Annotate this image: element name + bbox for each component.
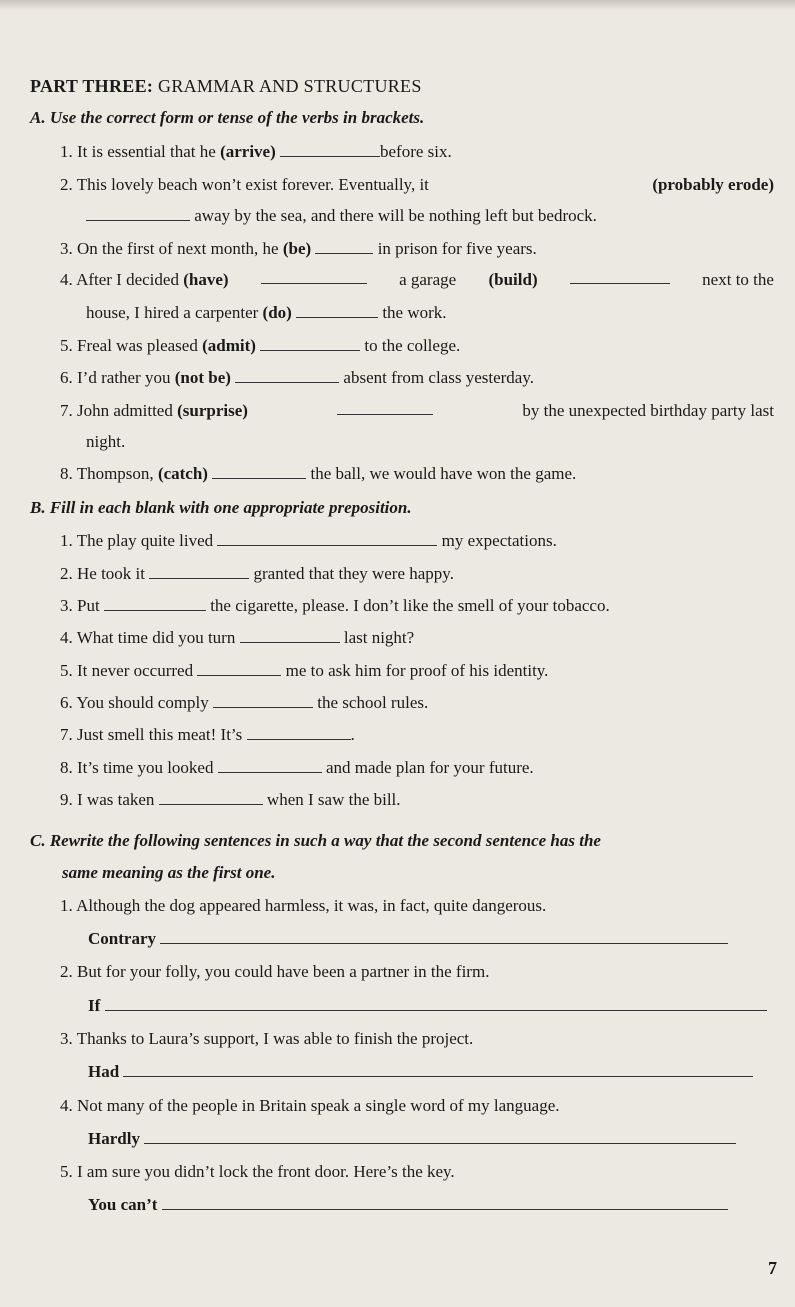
- a-item-8: 8. Thompson, (catch) the ball, we would have won the game.: [60, 464, 577, 483]
- answer-blank[interactable]: [212, 464, 306, 479]
- answer-blank[interactable]: [86, 206, 190, 221]
- answer-blank[interactable]: [260, 336, 360, 351]
- c-item-4-answer: Hardly: [88, 1128, 736, 1150]
- a-item-4: 4. After I decided (have) a garage (build) next to the: [60, 270, 774, 289]
- section-b-heading: B. Fill in each blank with one appropriate preposition.: [30, 498, 412, 517]
- section-c-heading-line1: C. Rewrite the following sentences in such a way that the second sentence has the: [30, 831, 601, 850]
- answer-blank[interactable]: [235, 368, 339, 383]
- c-item-3-answer: Had: [88, 1061, 753, 1083]
- page-number: 7: [768, 1258, 777, 1278]
- a-item-3: 3. On the first of next month, he (be) in prison for five years.: [60, 239, 537, 258]
- b-item-4: 4. What time did you turn last night?: [60, 628, 415, 647]
- b-item-1: 1. The play quite lived my expectations.: [60, 531, 557, 550]
- answer-line[interactable]: [144, 1129, 736, 1144]
- answer-blank[interactable]: [247, 725, 351, 740]
- answer-line[interactable]: [123, 1062, 753, 1077]
- a-item-2-cont: away by the sea, and there will be nothing left but bedrock.: [86, 205, 597, 227]
- answer-line[interactable]: [160, 929, 728, 944]
- c-item-3: 3. Thanks to Laura’s support, I was able to finish the project.: [60, 1029, 474, 1048]
- answer-blank[interactable]: [280, 142, 380, 157]
- page-edge-shadow: [0, 0, 795, 10]
- answer-line[interactable]: [105, 996, 767, 1011]
- c-item-5: 5. I am sure you didn’t lock the front door. Here’s the key.: [60, 1162, 455, 1181]
- section-a-heading: A. Use the correct form or tense of the verbs in brackets.: [30, 108, 425, 127]
- a-item-7: 7. John admitted (surprise) by the unexpected birthday party last: [60, 401, 774, 420]
- answer-blank[interactable]: [261, 269, 367, 284]
- answer-blank[interactable]: [217, 531, 437, 546]
- c-item-1-answer: Contrary: [88, 928, 728, 950]
- c-item-2-answer: If: [88, 995, 767, 1017]
- answer-blank[interactable]: [159, 790, 263, 805]
- b-item-2: 2. He took it granted that they were happy.: [60, 564, 454, 583]
- answer-line[interactable]: [162, 1195, 728, 1210]
- b-item-3: 3. Put the cigarette, please. I don’t like the smell of your tobacco.: [60, 596, 610, 615]
- b-item-9: 9. I was taken when I saw the bill.: [60, 790, 401, 809]
- c-item-5-answer: You can’t: [88, 1194, 728, 1216]
- answer-blank[interactable]: [315, 239, 373, 254]
- c-item-2: 2. But for your folly, you could have been a partner in the firm.: [60, 962, 490, 981]
- answer-blank[interactable]: [296, 303, 378, 318]
- answer-blank[interactable]: [104, 596, 206, 611]
- answer-blank[interactable]: [149, 564, 249, 579]
- a-item-2: 2. This lovely beach won’t exist forever. Eventually, it (probably erode): [60, 175, 774, 194]
- answer-blank[interactable]: [213, 693, 313, 708]
- a-item-7-cont: night.: [86, 432, 126, 451]
- answer-blank[interactable]: [218, 758, 322, 773]
- c-item-4: 4. Not many of the people in Britain speak a single word of my language.: [60, 1096, 560, 1115]
- answer-blank[interactable]: [240, 628, 340, 643]
- answer-blank[interactable]: [337, 400, 433, 415]
- section-c-heading-line2: same meaning as the first one.: [62, 863, 276, 882]
- b-item-7: 7. Just smell this meat! It’s .: [60, 725, 355, 744]
- answer-blank[interactable]: [570, 269, 670, 284]
- b-item-6: 6. You should comply the school rules.: [60, 693, 429, 712]
- a-item-6: 6. I’d rather you (not be) absent from class yesterday.: [60, 368, 534, 387]
- b-item-8: 8. It’s time you looked and made plan for your future.: [60, 758, 534, 777]
- b-item-5: 5. It never occurred me to ask him for proof of his identity.: [60, 661, 549, 680]
- answer-blank[interactable]: [197, 661, 281, 676]
- a-item-4-cont: house, I hired a carpenter (do) the work.: [86, 303, 447, 322]
- part-title: PART THREE: GRAMMAR AND STRUCTURES: [30, 76, 422, 96]
- c-item-1: 1. Although the dog appeared harmless, it was, in fact, quite dangerous.: [60, 896, 547, 915]
- a-item-1: 1. It is essential that he (arrive) before six.: [60, 142, 452, 161]
- a-item-5: 5. Freal was pleased (admit) to the college.: [60, 336, 461, 355]
